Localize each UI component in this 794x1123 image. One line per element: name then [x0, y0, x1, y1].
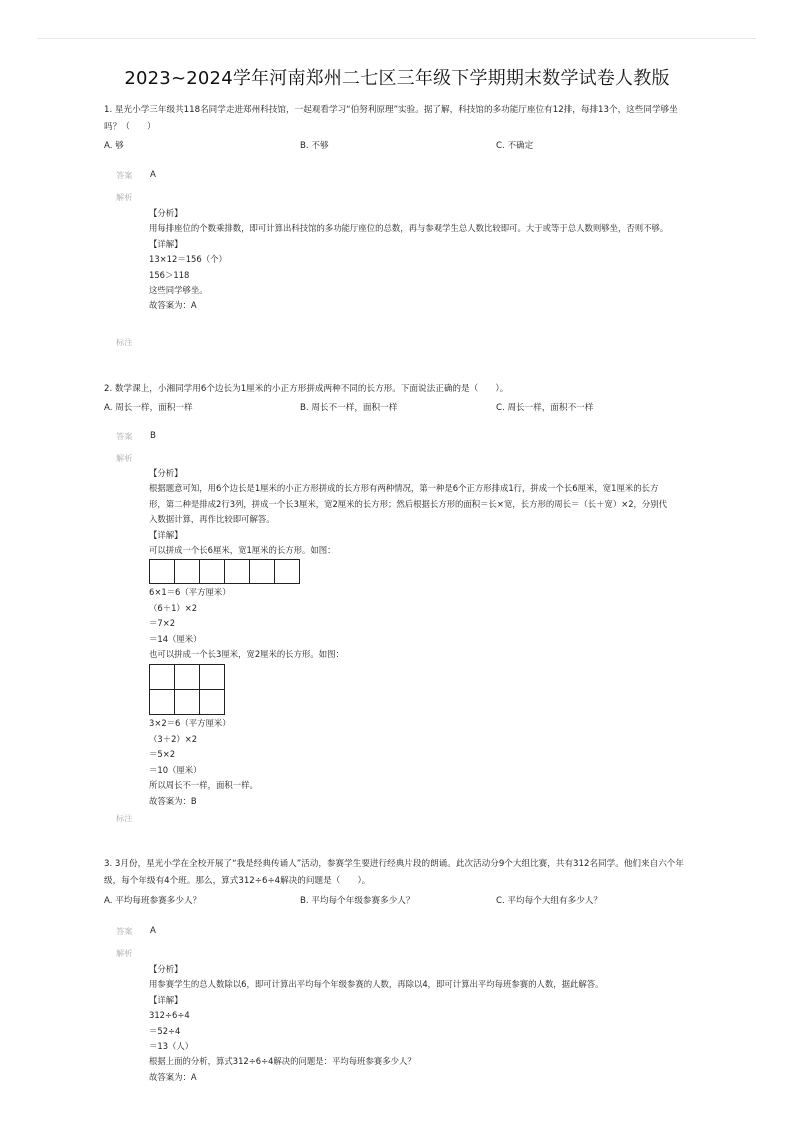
analysis-line: 13×12＝156（个） — [149, 254, 227, 265]
analysis-line: 用每排座位的个数乘排数，即可计算出科技馆的多功能厅座位的总数，再与参观学生总人数比较即可。大于或等于总人数则够坐，否则不够。 — [149, 223, 669, 234]
analysis-line: 【分析】 — [149, 964, 183, 974]
question-1-analysis — [149, 206, 679, 314]
answer-label: 答案 — [116, 431, 133, 441]
question-2-analysis — [149, 466, 679, 809]
analysis-label: 解析 — [116, 453, 133, 463]
analysis-line: 【详解】 — [149, 238, 183, 249]
analysis-line: 根据上面的分析，算式312÷6÷4解决的问题是：平均每班参赛多少人？ — [149, 1056, 416, 1067]
option-c[interactable]: C. 平均每个大组有多少人？ — [496, 896, 602, 906]
analysis-line: 【详解】 — [149, 994, 183, 1005]
option-b[interactable]: B. 不够 — [300, 141, 329, 151]
question-2-stem: 2. 数学课上，小湘同学用6个边长为1厘米的小正方形拼成两种不同的长方形。下面说法正确的是（ ）。 — [104, 384, 509, 394]
analysis-label: 解析 — [116, 948, 133, 958]
analysis-line: （6＋1）×2 — [149, 602, 198, 613]
analysis-line: 【分析】 — [149, 468, 183, 478]
option-a[interactable]: A. 够 — [104, 141, 124, 151]
answer-label: 答案 — [116, 170, 133, 180]
analysis-line: 【详解】 — [149, 529, 183, 540]
question-1-answer: A — [150, 170, 156, 180]
analysis-line: ＝5×2 — [149, 749, 176, 760]
analysis-line: （3＋2）×2 — [149, 733, 198, 744]
analysis-line: 故答案为：A — [149, 1071, 197, 1082]
question-1-stem: 1. 星光小学三年级共118名同学走进郑州科技馆，一起观看学习“伯努利原理”实验。据了解，科技馆的多功能厅座位有12排，每排13个，这些同学够坐吗？（ ） — [104, 105, 678, 132]
analysis-line: 6×1＝6（平方厘米） — [149, 587, 231, 598]
question-3-options — [104, 894, 694, 910]
question-3-analysis — [149, 962, 679, 1085]
rectangle-6x1-figure — [149, 559, 300, 584]
analysis-label: 解析 — [116, 192, 133, 202]
analysis-line: 故答案为：A — [149, 300, 197, 311]
note-label: 标注 — [116, 337, 133, 347]
analysis-line: 156＞118 — [149, 269, 190, 280]
question-3-stem: 3. 3月份，星光小学在全校开展了“我是经典传诵人”活动，参赛学生要进行经典片段的朗诵。此次活动分9个大组比赛，共有312名同学。他们来自六个年级，每个年级有4个班。那么，算式312÷6÷4解决的问题是（ ）。 — [104, 859, 684, 886]
option-c[interactable]: C. 不确定 — [496, 141, 534, 151]
page-title: 2023~2024学年河南郑州二七区三年级下学期期末数学试卷人教版 — [124, 68, 670, 89]
analysis-line: ＝14（厘米） — [149, 633, 202, 644]
option-b[interactable]: B. 平均每个年级参赛多少人？ — [300, 896, 415, 906]
option-b[interactable]: B. 周长不一样，面积一样 — [300, 403, 398, 413]
analysis-line: 可以拼成一个长6厘米，宽1厘米的长方形。如图： — [149, 545, 336, 556]
analysis-line: ＝13（人） — [149, 1041, 194, 1052]
analysis-line: ＝7×2 — [149, 618, 176, 629]
analysis-line: 故答案为：B — [149, 795, 197, 806]
option-a[interactable]: A. 平均每班参赛多少人？ — [104, 896, 202, 906]
analysis-line: ＝52÷4 — [149, 1025, 181, 1036]
analysis-line: 312÷6÷4 — [149, 1010, 190, 1021]
note-label: 标注 — [116, 813, 133, 823]
analysis-line: 用参赛学生的总人数除以6，即可计算出平均每个年级参赛的人数，再除以4，即可计算出平均每班参赛的人数，据此解答。 — [149, 979, 604, 990]
header-divider — [38, 38, 756, 39]
answer-label: 答案 — [116, 926, 133, 936]
option-c[interactable]: C. 周长一样，面积不一样 — [496, 403, 594, 413]
question-2-options — [104, 401, 694, 417]
analysis-line: 【分析】 — [149, 208, 183, 218]
analysis-line: 根据题意可知，用6个边长是1厘米的小正方形拼成的长方形有两种情况，第一种是6个正方形排成1行，拼成一个长6厘米，宽1厘米的长方形，第二种是排成2行3列，拼成一个长3厘米，宽2厘米的长方形；然后根据长方形的面积＝长×宽，长方形的周长＝（长＋宽）×2，分别代入数据计算，再作比较即可解答。 — [149, 483, 668, 525]
question-3-answer: A — [150, 926, 156, 936]
analysis-line: 所以周长不一样，面积一样。 — [149, 780, 258, 791]
question-1-options — [104, 139, 694, 155]
analysis-line: 这些同学够坐。 — [149, 285, 208, 296]
rectangle-3x2-figure — [149, 664, 225, 715]
analysis-line: ＝10（厘米） — [149, 764, 202, 775]
analysis-line: 也可以拼成一个长3厘米，宽2厘米的长方形。如图： — [149, 649, 344, 660]
analysis-line: 3×2＝6（平方厘米） — [149, 718, 231, 729]
option-a[interactable]: A. 周长一样，面积一样 — [104, 403, 193, 413]
question-2-answer: B — [150, 431, 156, 441]
